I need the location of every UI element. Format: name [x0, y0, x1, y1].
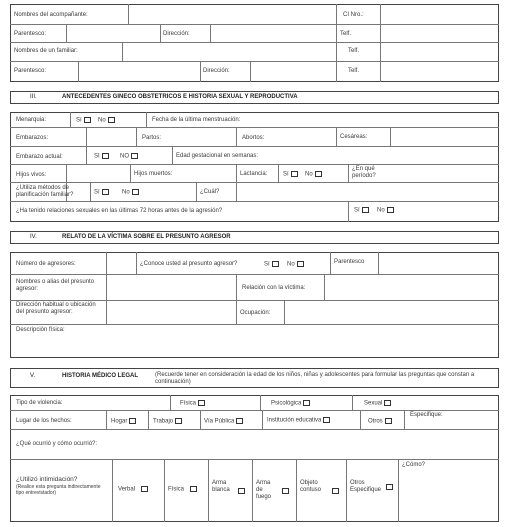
- label-edad-gestacional: Edad gestacional en semanas:: [176, 153, 259, 159]
- label-ci-nro: CI Nro.:: [343, 12, 364, 18]
- label-embarazo-actual: Embarazo actual:: [16, 154, 63, 160]
- label-nombres-acompanante: Nombres del acompañante:: [14, 12, 88, 18]
- col-divider: [86, 146, 87, 164]
- label-arma-blanca: Arma blanca: [212, 480, 230, 493]
- col-divider: [172, 146, 173, 164]
- option-label: Institución educativa: [267, 417, 322, 424]
- option-label: Otros: [368, 418, 383, 425]
- conoce-si-checkbox[interactable]: [272, 261, 279, 267]
- violencia-sexual-option[interactable]: [364, 400, 391, 408]
- intimidacion-verbal-checkbox[interactable]: [141, 486, 148, 492]
- label-como: ¿Cómo?: [402, 462, 426, 468]
- label-metodos-planificacion: ¿Utiliza métodos de planificación familiar?: [16, 185, 74, 198]
- label-que-ocurrio: ¿Qué ocurrió y cómo ocurrió?:: [16, 441, 98, 447]
- label-cesareas: Cesáreas:: [340, 134, 368, 140]
- metodos-no-checkbox[interactable]: [132, 189, 139, 195]
- intimidacion-fisica-option[interactable]: [168, 486, 197, 494]
- section-5-note: (Recuerde tener en consideración la edad de los niños, niñas y adolescentes para formular las preguntas que constan a continuación): [155, 372, 475, 385]
- label-especifique: Especifique:: [410, 412, 443, 418]
- lactancia-no-option[interactable]: [305, 171, 322, 179]
- option-label: Física: [168, 486, 185, 493]
- row-divider: [10, 61, 499, 62]
- section-3-title: ANTECEDENTES GINECO OBSTETRICOS E HISTORIA SEXUAL Y REPRODUCTIVA: [62, 94, 298, 100]
- conoce-no-checkbox[interactable]: [297, 261, 304, 267]
- relaciones-si-checkbox[interactable]: [362, 207, 369, 213]
- row-divider: [10, 42, 499, 43]
- label-arma-fuego: Arma de fuego: [256, 480, 272, 500]
- section-5-title: HISTORIA MÉDICO LEGAL: [62, 373, 139, 379]
- option-label: Hogar: [111, 418, 128, 425]
- col-divider: [136, 252, 137, 274]
- label-objeto-contuso: Objeto contuso: [300, 480, 322, 493]
- label-parentesco-agresor: Parentesco: [334, 259, 365, 265]
- col-divider: [404, 410, 405, 429]
- col-divider: [210, 24, 211, 42]
- col-divider: [352, 395, 353, 410]
- col-divider: [146, 112, 147, 127]
- section-4-title: RELATO DE LA VÍCTIMA SOBRE EL PRESUNTO AGRESOR: [62, 234, 231, 240]
- col-divider: [360, 410, 361, 429]
- lugar-trabajo-checkbox[interactable]: [175, 418, 182, 424]
- label-otros-especifique: Otros Especifique: [350, 480, 382, 493]
- label-relaciones-72h: ¿Ha tenido relaciones sexuales en las últimas 72 horas antes de la agresión?: [16, 208, 223, 214]
- col-divider: [236, 127, 237, 146]
- col-divider: [378, 252, 379, 274]
- label-relacion-victima: Relación con la víctima:: [242, 285, 306, 291]
- option-label: Vía Pública: [204, 418, 235, 425]
- col-divider: [66, 24, 67, 42]
- label-telf-2: Telf.: [348, 48, 360, 54]
- option-label: Psicológica: [271, 400, 302, 407]
- col-divider: [252, 459, 253, 522]
- label-partos: Partos:: [142, 135, 162, 141]
- lugar-via-publica-checkbox[interactable]: [236, 418, 243, 424]
- lugar-otros-checkbox[interactable]: [385, 418, 392, 424]
- label-numero-agresores: Número de agresores:: [16, 261, 76, 267]
- col-divider: [284, 300, 285, 324]
- lactancia-si-option[interactable]: [283, 171, 298, 179]
- option-label: Sí: [264, 261, 270, 268]
- col-divider: [170, 395, 171, 410]
- option-label: Sí: [94, 189, 100, 196]
- section-3-number: III.: [30, 94, 37, 100]
- lugar-otros-option[interactable]: [368, 418, 392, 426]
- lugar-via-publica-option[interactable]: [204, 418, 243, 426]
- label-cual: ¿Cuál?: [200, 189, 220, 195]
- label-en-que-periodo: ¿En qué período?: [352, 166, 376, 179]
- label-conoce-agresor: ¿Conoce usted al presunto agresor?: [140, 261, 238, 267]
- row-divider: [10, 182, 499, 183]
- label-direccion-2: Dirección:: [203, 68, 230, 74]
- label-fecha-menstruacion: Fecha de la última menstruación:: [152, 117, 241, 123]
- col-divider: [112, 459, 113, 522]
- intimidacion-otros-checkbox[interactable]: [386, 484, 393, 490]
- row-divider: [10, 459, 499, 460]
- col-divider: [130, 164, 131, 182]
- row-divider: [10, 274, 499, 275]
- col-divider: [148, 410, 149, 429]
- col-divider: [346, 459, 347, 522]
- label-parentesco-2: Parentesco:: [14, 68, 47, 74]
- lugar-institucion-checkbox[interactable]: [323, 417, 330, 423]
- menarquia-no-option[interactable]: [98, 117, 115, 125]
- col-divider: [262, 410, 263, 429]
- col-divider: [336, 4, 337, 24]
- intimidacion-objeto-contuso-checkbox[interactable]: [332, 488, 339, 494]
- col-divider: [200, 410, 201, 429]
- row-divider: [10, 146, 499, 147]
- label-lactancia: Lactancia:: [240, 171, 268, 177]
- col-divider: [296, 459, 297, 522]
- relaciones-no-option[interactable]: [377, 207, 394, 215]
- col-divider: [160, 24, 161, 42]
- label-parentesco: Parentesco:: [14, 31, 47, 37]
- col-divider: [236, 274, 237, 324]
- lugar-trabajo-option[interactable]: [153, 418, 182, 426]
- lugar-hogar-checkbox[interactable]: [129, 418, 136, 424]
- row-divider: [10, 201, 499, 202]
- relaciones-si-option[interactable]: [354, 207, 369, 215]
- menarquia-no-checkbox[interactable]: [108, 117, 115, 123]
- lugar-hogar-option[interactable]: [111, 418, 136, 426]
- col-divider: [260, 395, 261, 410]
- option-label: No: [305, 171, 313, 178]
- label-intimidacion: ¿Utilizó intimidación?: [16, 476, 78, 483]
- embarazo-si-checkbox[interactable]: [102, 153, 109, 159]
- col-divider: [348, 201, 349, 222]
- metodos-si-option[interactable]: [94, 189, 109, 197]
- intimidacion-arma-blanca-checkbox[interactable]: [238, 488, 245, 494]
- label-hijos-muertos: Hijos muertos:: [134, 171, 173, 177]
- option-label: No: [98, 117, 106, 124]
- label-intimidacion-note: (Realice esta pregunta indirectamente tipo entrevistador): [16, 484, 101, 496]
- col-divider: [90, 182, 91, 202]
- option-label: Sí: [76, 117, 82, 124]
- col-divider: [208, 459, 209, 522]
- intimidacion-arma-fuego-checkbox[interactable]: [282, 488, 289, 494]
- option-label: Sí: [283, 171, 289, 178]
- label-menarquia: Menarquia:: [16, 117, 47, 123]
- label-direccion: Dirección:: [163, 31, 190, 37]
- section-5-number: V.: [30, 373, 36, 379]
- col-divider: [78, 61, 79, 82]
- embarazo-no-checkbox[interactable]: [131, 153, 138, 159]
- col-divider: [70, 112, 71, 127]
- col-divider: [128, 4, 129, 24]
- col-divider: [324, 274, 325, 300]
- gyneco-table: [10, 112, 499, 222]
- violencia-sexual-checkbox[interactable]: [384, 400, 391, 406]
- conoce-si-option[interactable]: [264, 261, 279, 269]
- row-divider: [10, 127, 499, 128]
- menarquia-si-option[interactable]: [76, 117, 91, 125]
- col-divider: [164, 459, 165, 522]
- col-divider: [398, 459, 399, 522]
- menarquia-si-checkbox[interactable]: [84, 117, 91, 123]
- col-divider: [390, 127, 391, 146]
- label-nombres-familiar: Nombres de un familiar:: [14, 48, 78, 54]
- col-divider: [122, 42, 123, 61]
- label-direccion-habitual: Dirección habitual o ubicación del presunto agresor:: [16, 302, 96, 315]
- option-label: Sí: [354, 207, 360, 214]
- col-divider: [380, 4, 381, 82]
- label-embarazos: Embarazos:: [16, 135, 49, 141]
- violencia-psicologica-checkbox[interactable]: [303, 400, 310, 406]
- label-nombres-alias: Nombres o alias del presunto agresor:: [16, 279, 95, 292]
- col-divider: [106, 252, 107, 324]
- option-label: Sexual: [364, 400, 383, 407]
- label-hijos-vivos: Hijos vivos:: [16, 172, 47, 178]
- row-divider: [10, 429, 499, 430]
- option-label: NO: [120, 153, 129, 160]
- label-abortos: Abortos:: [242, 135, 265, 141]
- row-divider: [10, 324, 499, 325]
- col-divider: [200, 61, 201, 82]
- col-divider: [250, 61, 251, 82]
- option-label: No: [287, 261, 295, 268]
- col-divider: [136, 127, 137, 146]
- col-divider: [330, 252, 331, 274]
- col-divider: [336, 24, 337, 82]
- label-tipo-violencia: Tipo de violencia:: [16, 400, 63, 406]
- embarazo-no-option[interactable]: [120, 153, 138, 161]
- lactancia-si-checkbox[interactable]: [291, 171, 298, 177]
- metodos-si-checkbox[interactable]: [102, 189, 109, 195]
- violencia-psicologica-option[interactable]: [271, 400, 310, 408]
- row-divider: [10, 300, 499, 301]
- option-label: SI: [94, 153, 100, 160]
- row-divider: [10, 164, 499, 165]
- col-divider: [106, 410, 107, 429]
- row-divider: [10, 410, 499, 411]
- col-divider: [236, 164, 237, 202]
- label-descripcion-fisica: Descripción física:: [16, 327, 65, 333]
- option-label: Trabajo: [153, 418, 174, 425]
- conoce-no-option[interactable]: [287, 261, 304, 269]
- col-divider: [278, 164, 279, 182]
- label-telf-3: Telf.: [348, 68, 360, 74]
- option-label: No: [377, 207, 385, 214]
- row-divider: [10, 24, 499, 25]
- col-divider: [86, 127, 87, 146]
- violencia-fisica-checkbox[interactable]: [198, 400, 205, 406]
- option-label: No: [122, 189, 130, 196]
- option-label: Verbal: [118, 486, 136, 493]
- lugar-institucion-option[interactable]: [267, 417, 330, 425]
- label-telf: Telf.: [340, 31, 352, 37]
- embarazo-si-option[interactable]: [94, 153, 109, 161]
- relaciones-no-checkbox[interactable]: [387, 207, 394, 213]
- metodos-no-option[interactable]: [122, 189, 139, 197]
- label-lugar-hechos: Lugar de los hechos:: [16, 418, 72, 424]
- violencia-fisica-option[interactable]: [180, 400, 205, 408]
- section-4-number: IV.: [30, 234, 37, 240]
- col-divider: [348, 164, 349, 182]
- lactancia-no-checkbox[interactable]: [315, 171, 322, 177]
- option-label: Física: [180, 400, 197, 407]
- intimidacion-fisica-checkbox[interactable]: [190, 486, 197, 492]
- col-divider: [196, 182, 197, 202]
- col-divider: [336, 127, 337, 146]
- label-ocupacion: Ocupación:: [240, 310, 271, 316]
- intimidacion-verbal-option[interactable]: [118, 486, 148, 494]
